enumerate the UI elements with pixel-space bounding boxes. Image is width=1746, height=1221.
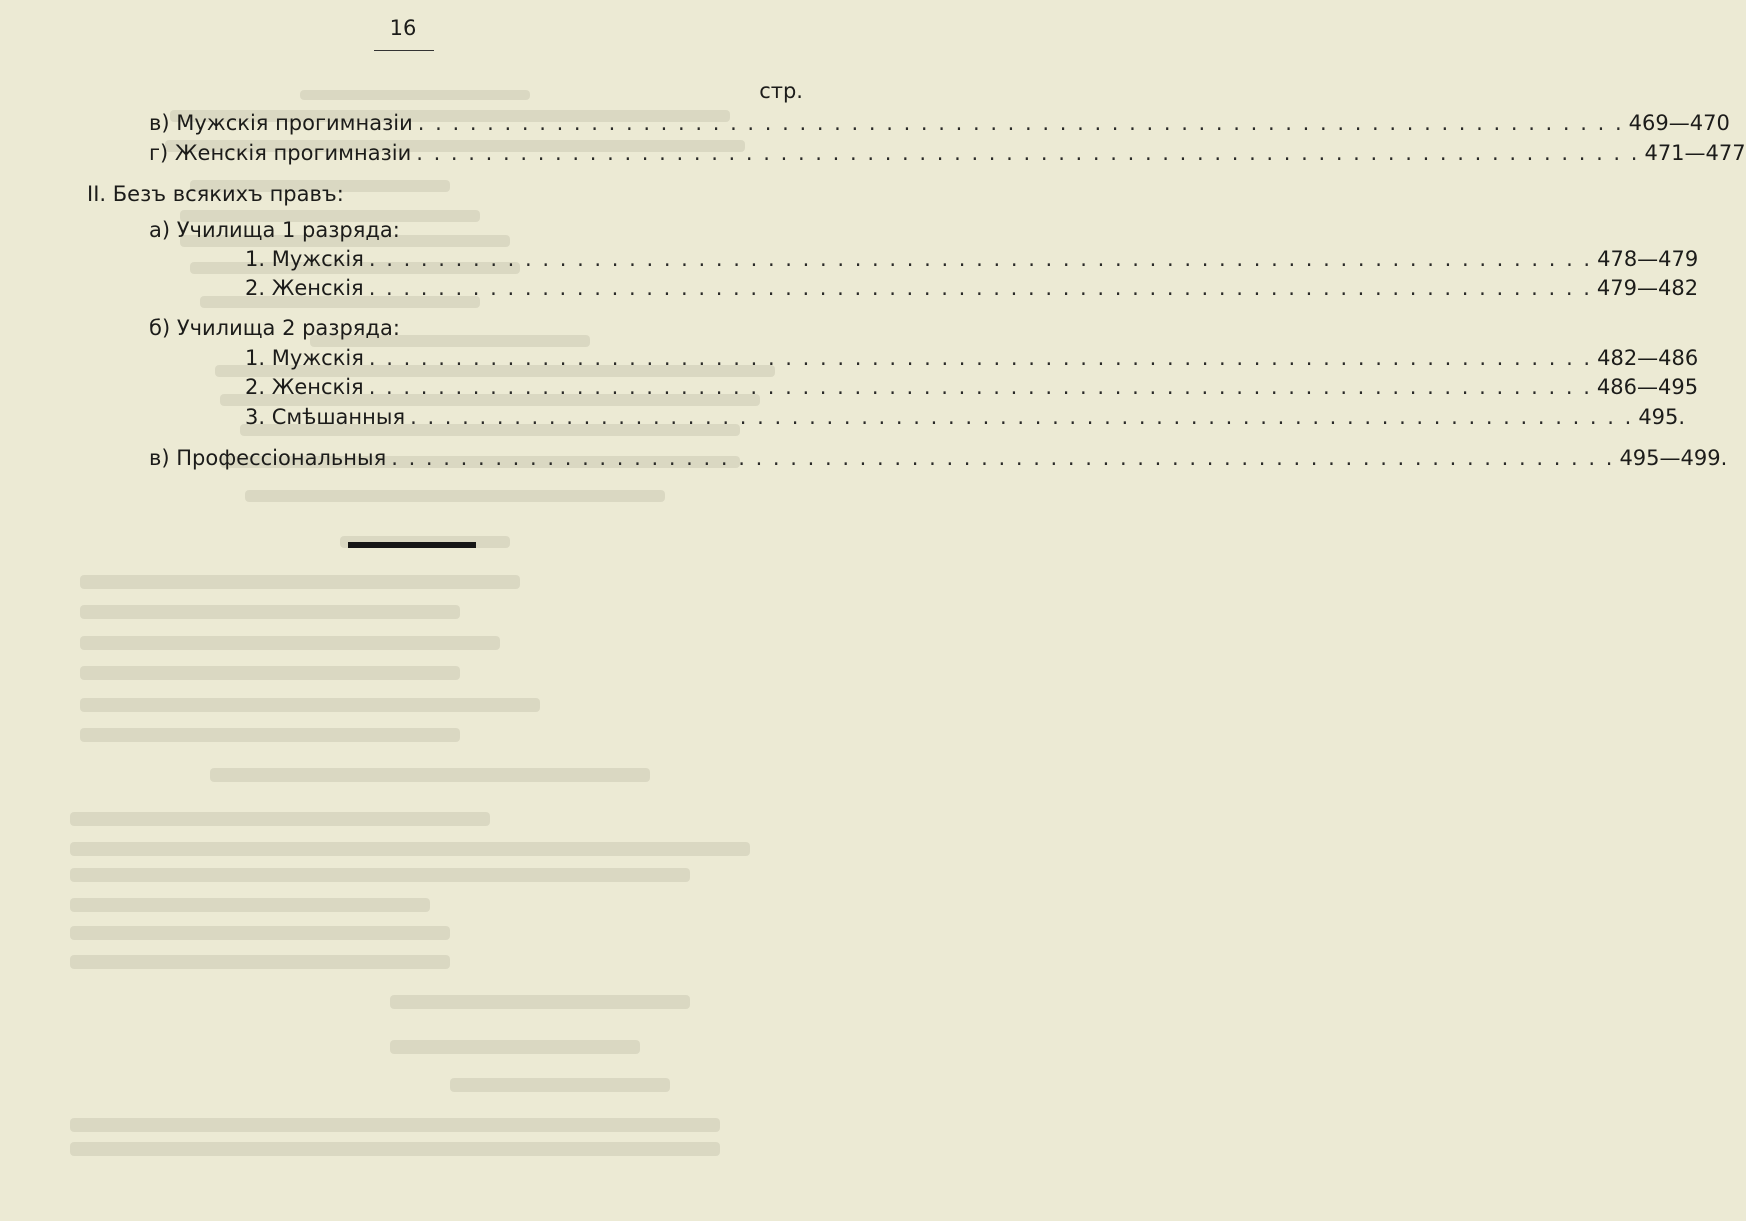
- entry-label: 1. Мужскія: [245, 346, 364, 370]
- toc-entry: [245, 272, 1699, 304]
- entry-label: в) Профессіональныя: [149, 446, 387, 470]
- leader-dots: . . . . . . . . . . . . . . . . . . . . . . . . . . . . . . . . . . . . . . . . . . . . . . . . . . . . . . . . . . . . . . . . . . . . . . .: [368, 375, 1592, 399]
- page-number-rule: [374, 50, 434, 51]
- page-number: 16: [389, 16, 417, 40]
- entry-pages: 479—482: [1596, 276, 1699, 300]
- entry-pages: 469—470: [1628, 111, 1730, 135]
- leader-dots: . . . . . . . . . . . . . . . . . . . . . . . . . . . . . . . . . . . . . . . . . . . . . . . . . . . . . . . . . . . . . . . . . . . . . .: [417, 111, 1624, 135]
- subsection-heading: а) Училища 1 разряда:: [149, 218, 400, 242]
- end-rule: [348, 542, 476, 548]
- leader-dots: . . . . . . . . . . . . . . . . . . . . . . . . . . . . . . . . . . . . . . . . . . . . . . . . . . . . . . . . . . . . . . . . . . . . . . .: [416, 141, 1640, 165]
- subsection-heading: б) Училища 2 разряда:: [149, 316, 400, 340]
- entry-pages: 486—495: [1596, 375, 1699, 399]
- toc-entry: [149, 442, 1728, 474]
- entry-label: г) Женскія прогимназіи: [149, 141, 412, 165]
- leader-dots: . . . . . . . . . . . . . . . . . . . . . . . . . . . . . . . . . . . . . . . . . . . . . . . . . . . . . . . . . . . . . . . . . . . . . . .: [410, 405, 1634, 429]
- leader-dots: . . . . . . . . . . . . . . . . . . . . . . . . . . . . . . . . . . . . . . . . . . . . . . . . . . . . . . . . . . . . . . . . . . . . . . .: [368, 276, 1592, 300]
- page-column-header: стр.: [759, 79, 803, 103]
- entry-label: 1. Мужскія: [245, 247, 364, 271]
- leader-dots: . . . . . . . . . . . . . . . . . . . . . . . . . . . . . . . . . . . . . . . . . . . . . . . . . . . . . . . . . . . . . . . . . . . . . . .: [368, 346, 1593, 370]
- toc-entry: [245, 401, 1686, 433]
- entry-pages: 478—479: [1597, 247, 1699, 271]
- entry-label: 2. Женскія: [245, 375, 364, 399]
- toc-entry: [149, 107, 1730, 139]
- entry-label: в) Мужскія прогимназіи: [149, 111, 413, 135]
- entry-pages: 495—499.: [1619, 446, 1728, 470]
- entry-pages: 471—477: [1644, 141, 1746, 165]
- entry-label: 2. Женскія: [245, 276, 364, 300]
- toc-entry: [245, 371, 1699, 403]
- leader-dots: . . . . . . . . . . . . . . . . . . . . . . . . . . . . . . . . . . . . . . . . . . . . . . . . . . . . . . . . . . . . . . . . . . . . . . .: [391, 446, 1615, 470]
- entry-pages: 495.: [1638, 405, 1686, 429]
- section-heading: II. Безъ всякихъ правъ:: [87, 182, 344, 206]
- toc-entry: [149, 137, 1746, 169]
- leader-dots: . . . . . . . . . . . . . . . . . . . . . . . . . . . . . . . . . . . . . . . . . . . . . . . . . . . . . . . . . . . . . . . . . . . . . . .: [368, 247, 1593, 271]
- entry-pages: 482—486: [1597, 346, 1699, 370]
- toc-entry: [245, 243, 1699, 275]
- entry-label: 3. Смѣшанныя: [245, 405, 406, 429]
- toc-entry: [245, 342, 1699, 374]
